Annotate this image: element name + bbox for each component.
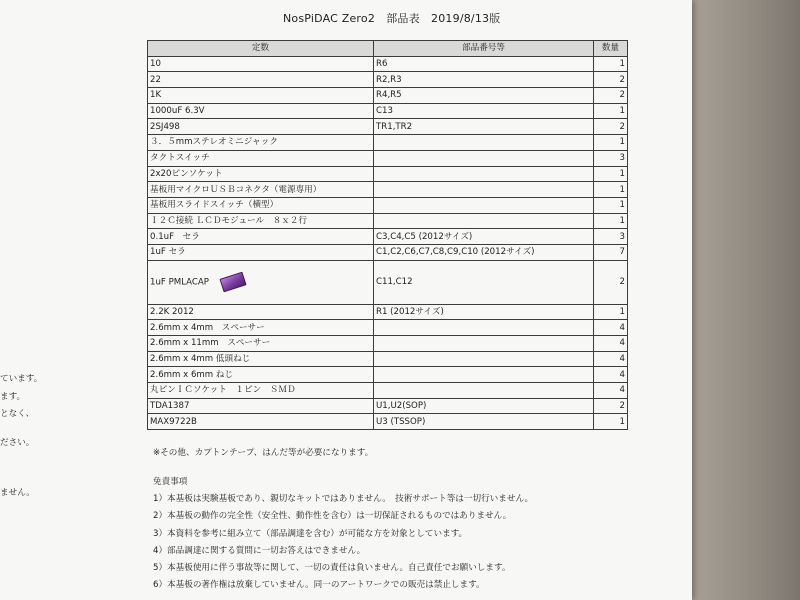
disclaimer-item: 4）部品調達に関する質問に一切お答えはできません。: [153, 545, 366, 556]
left-fragment: ださい。: [0, 438, 35, 448]
cell-quantity: 3: [594, 150, 628, 166]
cell-value-text: 基板用マイクロＵＳＢコネクタ（電源専用）: [150, 184, 322, 195]
left-fragment: ます。: [0, 392, 26, 402]
cell-part-number: [374, 213, 594, 229]
cell-value: [148, 119, 374, 135]
disclaimer-list: [153, 491, 533, 595]
cell-quantity: 2: [594, 88, 628, 104]
header-part-number: 部品番号等: [374, 41, 594, 57]
cell-part-number: [374, 320, 594, 336]
cell-value: [148, 182, 374, 198]
table-row: [148, 320, 628, 336]
cell-value: [148, 414, 374, 430]
cell-quantity: 1: [594, 103, 628, 119]
cell-part-number: R1 (2012サイズ): [374, 304, 594, 320]
cell-quantity: 1: [594, 182, 628, 198]
cell-quantity: 1: [594, 135, 628, 151]
cell-quantity: 1: [594, 213, 628, 229]
cell-value: [148, 88, 374, 104]
cell-quantity: 2: [594, 398, 628, 414]
cell-value-text: 1000uF 6.3V: [150, 106, 205, 117]
cell-part-number: [374, 367, 594, 383]
cell-part-number: TR1,TR2: [374, 119, 594, 135]
cell-quantity: 3: [594, 229, 628, 245]
cell-value-text: 基板用スライドスイッチ（横型）: [150, 200, 279, 211]
cell-part-number: [374, 351, 594, 367]
table-row: [148, 119, 628, 135]
table-row: [148, 244, 628, 260]
cell-value-text: TDA1387: [150, 401, 190, 412]
cell-value: [148, 260, 374, 304]
cell-quantity: 4: [594, 320, 628, 336]
cell-value-text: 2.6mm x 6mm ねじ: [150, 369, 234, 380]
cell-part-number: [374, 336, 594, 352]
cell-quantity: 1: [594, 197, 628, 213]
table-row: [148, 88, 628, 104]
cell-part-number: [374, 182, 594, 198]
disclaimer-item: 2）本基板の動作の完全性（安全性、動作性を含む）は一切保証されるものではありません。: [153, 511, 512, 522]
table-row: [148, 367, 628, 383]
disclaimer-item: 5）本基板使用に伴う事故等に関して、一切の責任は負いません。自己責任でお願いします。: [153, 563, 511, 574]
table-row: [148, 260, 628, 304]
cell-quantity: 1: [594, 56, 628, 72]
cell-quantity: 7: [594, 244, 628, 260]
parts-table: [147, 40, 628, 430]
table-row: [148, 383, 628, 399]
cell-part-number: C3,C4,C5 (2012サイズ): [374, 229, 594, 245]
document-title: NosPiDAC Zero2 部品表 2019/8/13版: [283, 12, 501, 25]
cell-quantity: 2: [594, 260, 628, 304]
cell-part-number: C1,C2,C6,C7,C8,C9,C10 (2012サイズ): [374, 244, 594, 260]
cell-quantity: 1: [594, 166, 628, 182]
table-row: [148, 351, 628, 367]
cell-quantity: 2: [594, 72, 628, 88]
capacitor-photo-icon: [219, 272, 246, 293]
cell-value-text: 22: [150, 74, 161, 85]
cell-quantity: 4: [594, 351, 628, 367]
table-row: [148, 213, 628, 229]
table-row: [148, 398, 628, 414]
cell-part-number: C11,C12: [374, 260, 594, 304]
cell-quantity: 1: [594, 414, 628, 430]
cell-part-number: U3 (TSSOP): [374, 414, 594, 430]
left-fragment: ません。: [0, 488, 35, 498]
cell-value: [148, 351, 374, 367]
cell-quantity: 4: [594, 336, 628, 352]
table-header-row: [148, 41, 628, 57]
cell-part-number: [374, 197, 594, 213]
cell-value: [148, 197, 374, 213]
cell-value-text: 2.6mm x 11mm スペーサー: [150, 338, 271, 349]
cell-value: [148, 320, 374, 336]
cell-value-text: 1uF PMLACAP: [150, 277, 209, 288]
cell-value-text: 丸ピンＩＣソケット １ピン ＳＭＤ: [150, 385, 296, 396]
cell-part-number: C13: [374, 103, 594, 119]
cell-value-text: 10: [150, 59, 161, 70]
cell-value-text: ３．５mmステレオミニジャック: [150, 137, 278, 148]
cell-part-number: [374, 383, 594, 399]
cell-value-text: 0.1uF セラ: [150, 231, 200, 242]
cell-value-text: 2.2K 2012: [150, 306, 194, 317]
cell-quantity: 2: [594, 119, 628, 135]
cell-value: [148, 244, 374, 260]
cell-value-text: 2.6mm x 4mm 低頭ねじ: [150, 354, 251, 365]
left-fragment: ています。: [0, 374, 43, 384]
cell-part-number: R2,R3: [374, 72, 594, 88]
cell-part-number: [374, 166, 594, 182]
disclaimer-item: 6）本基板の著作権は放棄していません。同一のアートワークでの販売は禁止します。: [153, 580, 485, 591]
supplies-note: ※その他、カプトンテープ、はんだ等が必要になります。: [153, 448, 374, 458]
header-quantity: 数量: [594, 41, 628, 57]
cell-value: [148, 383, 374, 399]
cell-value-text: 2SJ498: [150, 121, 180, 132]
disclaimer-title: 免責事項: [153, 477, 188, 487]
cell-value-text: タクトスイッチ: [150, 153, 210, 164]
header-value: 定数: [148, 41, 374, 57]
cell-value-text: 1uF セラ: [150, 247, 186, 258]
table-row: [148, 56, 628, 72]
table-row: [148, 304, 628, 320]
cell-value: [148, 398, 374, 414]
table-row: [148, 229, 628, 245]
table-row: [148, 197, 628, 213]
cell-value: [148, 56, 374, 72]
table-row: [148, 336, 628, 352]
cell-part-number: R6: [374, 56, 594, 72]
cell-value: [148, 367, 374, 383]
cell-part-number: [374, 150, 594, 166]
table-row: [148, 166, 628, 182]
cell-value-text: 2.6mm x 4mm スペーサー: [150, 322, 265, 333]
cell-value-text: 2x20ピンソケット: [150, 168, 223, 179]
cell-quantity: 4: [594, 367, 628, 383]
cell-value-text: Ｉ２Ｃ接続 ＬＣＤモジュール ８ｘ２行: [150, 215, 308, 226]
cell-value-text: MAX9722B: [150, 416, 197, 427]
cell-value: [148, 166, 374, 182]
left-fragment: となく、: [0, 409, 35, 419]
cell-value: [148, 150, 374, 166]
table-row: [148, 72, 628, 88]
cell-value: [148, 213, 374, 229]
cell-quantity: 4: [594, 383, 628, 399]
cell-value: [148, 72, 374, 88]
disclaimer-item: 3）本資料を参考に組み立て（部品調達を含む）が可能な方を対象としています。: [153, 528, 468, 539]
cell-part-number: R4,R5: [374, 88, 594, 104]
table-row: [148, 150, 628, 166]
table-row: [148, 135, 628, 151]
cell-part-number: [374, 135, 594, 151]
disclaimer-item: 1）本基板は実験基板であり、親切なキットではありません。 技術サポート等は一切行いません。: [153, 494, 534, 504]
table-row: [148, 182, 628, 198]
cell-value: [148, 229, 374, 245]
table-row: [148, 414, 628, 430]
cell-value: [148, 103, 374, 119]
parts-table-body: [148, 56, 628, 429]
cell-value-text: 1K: [150, 90, 162, 101]
cell-value: [148, 304, 374, 320]
table-row: [148, 103, 628, 119]
cell-quantity: 1: [594, 304, 628, 320]
cell-value: [148, 135, 374, 151]
cell-value: [148, 336, 374, 352]
cell-part-number: U1,U2(SOP): [374, 398, 594, 414]
